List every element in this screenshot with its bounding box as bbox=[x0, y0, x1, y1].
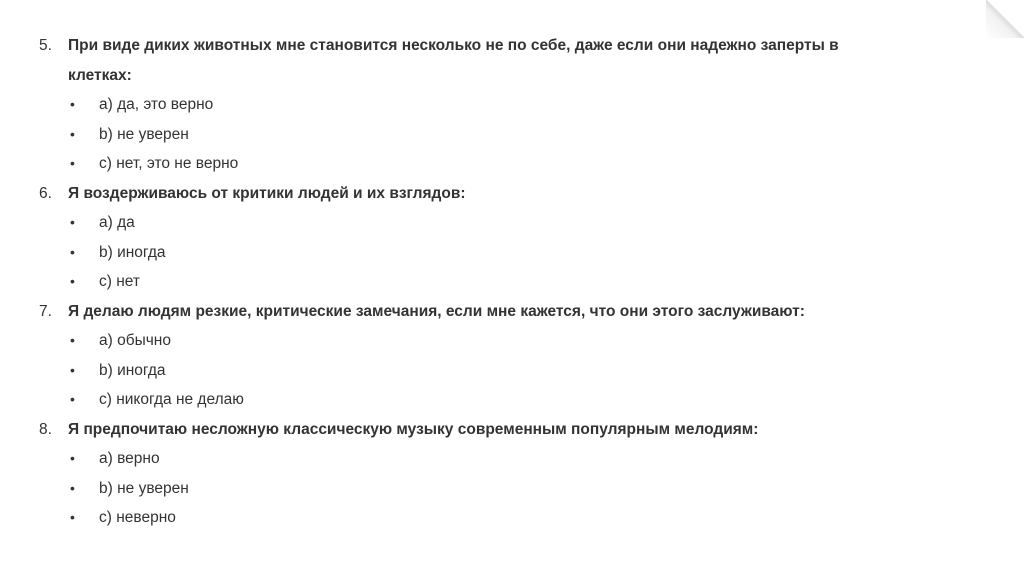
question-heading bbox=[0, 297, 858, 327]
answer-list bbox=[0, 90, 1024, 179]
answer-label: с) никогда не делаю bbox=[99, 391, 244, 408]
questionnaire bbox=[0, 31, 1024, 533]
question-text: Я предпочитаю несложную классическую музыку современным популярным мелодиям: bbox=[68, 420, 759, 438]
answer-label: а) верно bbox=[99, 450, 160, 467]
answer-option bbox=[0, 267, 1024, 297]
answer-option bbox=[0, 90, 1024, 120]
answer-option bbox=[0, 503, 1024, 533]
bullet-icon: • bbox=[70, 243, 75, 260]
answer-option bbox=[0, 444, 1024, 474]
answer-option bbox=[0, 326, 1024, 356]
question-text: При виде диких животных мне становится несколько не по себе, даже если они надежно заперты в клетках: bbox=[68, 37, 839, 84]
question-number: 8. bbox=[39, 420, 52, 438]
answer-list bbox=[0, 208, 1024, 297]
bullet-icon: • bbox=[70, 96, 75, 112]
answer-list bbox=[0, 444, 1024, 533]
bullet-icon: • bbox=[70, 509, 75, 525]
answer-label: с) нет bbox=[99, 273, 140, 290]
answer-label: а) обычно bbox=[99, 332, 171, 349]
bullet-icon: • bbox=[70, 125, 75, 142]
answer-label: с) неверно bbox=[99, 509, 176, 526]
bullet-icon: • bbox=[70, 479, 75, 496]
answer-list bbox=[0, 326, 1024, 415]
bullet-icon: • bbox=[70, 450, 75, 466]
bullet-icon: • bbox=[70, 214, 75, 230]
answer-label: b) не уверен bbox=[99, 479, 189, 497]
answer-option bbox=[0, 208, 1024, 238]
question-number: 6. bbox=[39, 184, 52, 202]
answer-option bbox=[0, 474, 1024, 504]
bullet-icon: • bbox=[70, 361, 75, 378]
question-text: Я воздерживаюсь от критики людей и их взглядов: bbox=[68, 184, 466, 202]
question-heading bbox=[0, 415, 858, 445]
answer-option bbox=[0, 120, 1024, 150]
question-text: Я делаю людям резкие, критические замечания, если мне кажется, что они этого заслуживают: bbox=[68, 302, 805, 320]
question-heading bbox=[0, 31, 858, 90]
answer-label: b) иногда bbox=[99, 361, 166, 379]
answer-label: b) не уверен bbox=[99, 125, 189, 143]
answer-option bbox=[0, 385, 1024, 415]
question-number: 5. bbox=[39, 37, 52, 54]
question-5 bbox=[0, 31, 1024, 179]
answer-option bbox=[0, 149, 1024, 179]
answer-option bbox=[0, 356, 1024, 386]
answer-label: а) да, это верно bbox=[99, 96, 214, 113]
answer-label: b) иногда bbox=[99, 243, 166, 261]
answer-label: с) нет, это не верно bbox=[99, 155, 239, 172]
bullet-icon: • bbox=[70, 155, 75, 171]
bullet-icon: • bbox=[70, 332, 75, 348]
bullet-icon: • bbox=[70, 273, 75, 289]
answer-option bbox=[0, 238, 1024, 268]
question-6 bbox=[0, 179, 1024, 297]
bullet-icon: • bbox=[70, 391, 75, 407]
question-heading bbox=[0, 179, 858, 209]
question-8 bbox=[0, 415, 1024, 533]
question-7 bbox=[0, 297, 1024, 415]
answer-label: а) да bbox=[99, 214, 135, 231]
question-number: 7. bbox=[39, 302, 52, 320]
